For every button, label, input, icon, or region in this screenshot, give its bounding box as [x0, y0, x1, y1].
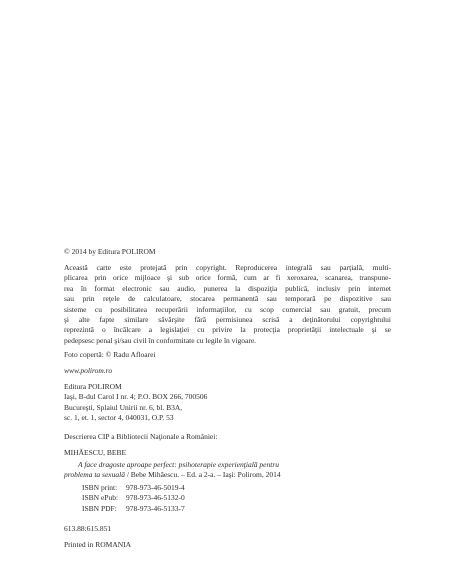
legal-line: Această carte este protejată prin copyright. Reproducerea integrală sau parţială, multi-	[64, 263, 391, 272]
publisher-line: sc. 1, et. 1, sector 4, 040031, O.P. 53	[64, 413, 174, 423]
publisher-address	[64, 382, 391, 424]
publisher-line: Bucureşti, Splaiul Unirii nr. 6, bl. B3A,	[64, 402, 183, 412]
legal-line: sisteme cu posibilitatea recuperării informaţiilor, cu scop comercial sau gratuit, precum	[64, 304, 391, 314]
isbn-label: ISBN PDF:	[82, 503, 117, 513]
isbn-row	[82, 504, 391, 514]
cip-title-italic: problema ta sexuală	[64, 470, 125, 480]
isbn-list	[64, 483, 391, 514]
publisher-line: Editura POLIROM	[64, 382, 122, 391]
cip-author: MIHĂESCU, BEBE	[64, 448, 127, 457]
cip-title-rest: / Bebe Mihăescu. – Ed. a 2-a. – Iaşi: Polirom, 2014	[124, 470, 281, 480]
legal-line: reprezintă o încălcare a legislaţiei cu privire la protecţia proprietăţii intelectuale şi se	[64, 325, 391, 335]
publisher-line: Iaşi, B-dul Carol I nr. 4; P.O. BOX 266, 700506	[64, 392, 208, 402]
legal-notice	[64, 263, 391, 346]
isbn-value: 978-973-46-5133-7	[126, 503, 185, 513]
isbn-label: ISBN ePub:	[82, 493, 119, 503]
cip-heading: Descrierea CIP a Bibliotecii Naţionale a României:	[64, 432, 218, 441]
legal-line: pedepsesc penal şi/sau civil în conformitate cu legile în vigoare.	[64, 335, 257, 345]
isbn-row	[82, 483, 391, 493]
printed-in: Printed in ROMANIA	[64, 540, 132, 549]
legal-line: plicarea prin orice mijloace şi sub orice formă, cum ar fi xeroxarea, scanarea, transpune-	[64, 273, 391, 283]
isbn-value: 978-973-46-5132-0	[126, 493, 185, 503]
legal-line: sau prin reţele de calculatoare, stocarea permanentă sau temporară pe dispozitive sau	[64, 294, 391, 304]
copyright-notice: © 2014 by Editura POLIROM	[64, 247, 156, 256]
isbn-row	[82, 493, 391, 503]
cip-title-line-2	[64, 470, 391, 480]
isbn-value: 978-973-46-5019-4	[126, 483, 185, 492]
legal-line: şi alte fapte similare săvârşite fără permisiunea scrisă a deţinătorului copyrightului	[64, 315, 391, 325]
isbn-label: ISBN print:	[82, 483, 118, 492]
legal-line: rea în format electronic sau audio, punerea la dispoziţia publică, inclusiv prin internet	[64, 283, 391, 293]
website-link[interactable]: www.polirom.ro	[64, 366, 113, 375]
classification-code: 613.88:615.851	[64, 524, 112, 533]
cip-title-line: A face dragoste aproape perfect: psihoterapie experienţială pentru	[78, 460, 279, 469]
cover-photo-credit: Foto copertă: © Radu Afloarei	[64, 350, 156, 359]
cip-title-block	[64, 460, 391, 481]
